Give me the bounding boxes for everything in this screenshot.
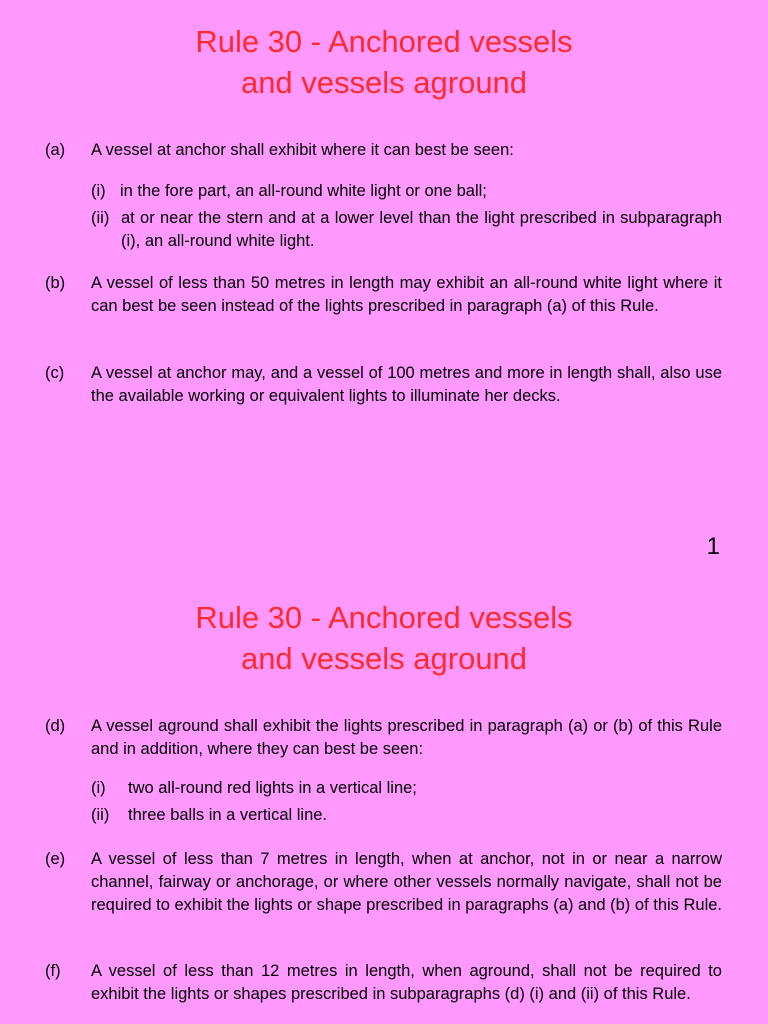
paragraph-text: A vessel of less than 7 metres in length, when at anchor, not in or near a narrow channel, fairway or anchorage, or where other vessels normally navigate, shall not be required to exhibit the lights or shape prescribed in paragraphs (a) and (b) of this Rule. bbox=[91, 850, 723, 914]
subparagraph-text: three balls in a vertical line. bbox=[128, 806, 328, 824]
paragraph-label: (c) bbox=[45, 364, 65, 382]
subparagraph-label: (i) bbox=[91, 779, 106, 797]
paragraph-label: (b) bbox=[45, 274, 66, 292]
paragraph-text: A vessel of less than 50 metres in length may exhibit an all-round white light where it can best be seen instead of the lights prescribed in paragraph (a) of this Rule. bbox=[91, 274, 722, 315]
paragraph-text: A vessel at anchor shall exhibit where it can best be seen: bbox=[91, 141, 514, 159]
paragraph-label: (e) bbox=[45, 850, 66, 868]
slide-title bbox=[0, 21, 768, 103]
subparagraph-text: in the fore part, an all-round white light or one ball; bbox=[120, 182, 487, 200]
subparagraph-label: (ii) bbox=[91, 209, 110, 227]
subparagraph-label: (ii) bbox=[91, 806, 110, 824]
title-line-2: and vessels aground bbox=[240, 641, 528, 676]
paragraph-label: (f) bbox=[45, 962, 61, 980]
subparagraph-text: at or near the stern and at a lower level than the light prescribed in subparagraph (i), an all-round white light. bbox=[121, 209, 722, 250]
slide-title bbox=[0, 597, 768, 679]
paragraph-label: (d) bbox=[45, 717, 66, 735]
paragraph-text: A vessel aground shall exhibit the lights prescribed in paragraph (a) or (b) of this Rule and in addition, where they can best be seen: bbox=[91, 717, 722, 758]
subparagraph-label: (i) bbox=[91, 182, 106, 200]
paragraph-text: A vessel of less than 12 metres in length, when aground, shall not be required to exhibit the lights or shapes prescribed in subparagraphs (d) (i) and (ii) of this Rule. bbox=[91, 962, 722, 1003]
title-line-2: and vessels aground bbox=[240, 65, 528, 100]
paragraph-text: A vessel at anchor may, and a vessel of 100 metres and more in length shall, also use the available working or equivalent lights to illuminate her decks. bbox=[91, 364, 722, 405]
subparagraph-text: two all-round red lights in a vertical line; bbox=[128, 779, 417, 797]
slide-2 bbox=[0, 575, 768, 1024]
page-number: 1 bbox=[706, 533, 720, 560]
title-line-1: Rule 30 - Anchored vessels bbox=[195, 600, 573, 635]
title-line-1: Rule 30 - Anchored vessels bbox=[195, 24, 573, 59]
paragraph-label: (a) bbox=[45, 141, 66, 159]
